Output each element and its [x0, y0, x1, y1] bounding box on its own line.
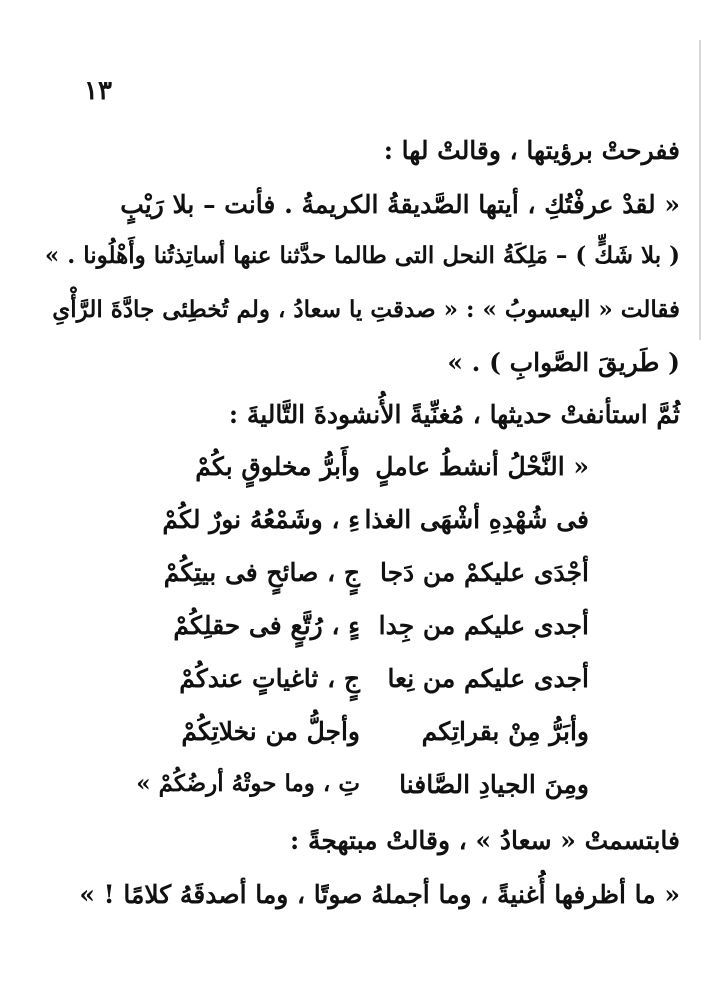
prose-line: ( بلا شَكٍّ ) – مَلِكَةُ النحل التى طالما حدَّثنا عنها أساتِذتُنا وأَهْلُونا . » [44, 242, 680, 269]
poem-hemistich-first: « النَّحْلُ أنشطُ عاملٍ [375, 452, 589, 481]
poem-hemistich-second: ءِ ، وشَمْعُهُ نورٌ لكُمْ [162, 505, 360, 534]
page-number: ١٣ [84, 76, 112, 106]
poem-hemistich-first: أجدى عليكم من نِعا [387, 664, 589, 693]
poem-hemistich-second: جٍ ، ثاغياتٍ عندكُمْ [179, 664, 360, 693]
prose-line: فقالت « اليعسوبُ » : « صدقتِ يا سعادُ ، ولم تُخطِئى جادَّةَ الرَّأْىِ [52, 296, 680, 323]
poem-hemistich-first: فى شُهْدِهِ أشْهَى الغذا [364, 505, 589, 534]
prose-line: « لقدْ عرفْتُكِ ، أيتها الصَّديقةُ الكريمةُ . فأنت – بلا رَيْبٍ [120, 190, 680, 219]
poem-hemistich-second: تِ ، وما حوتْهُ أرضُكُمْ » [136, 770, 360, 797]
poem-hemistich-first: وأبَرُّ مِنْ بقراتِكم [421, 717, 589, 746]
poem-hemistich-second: وأَبرُّ مخلوقٍ بكُمْ [195, 452, 360, 481]
prose-line: ففرحتْ برؤيتها ، وقالتْ لها : [383, 136, 680, 165]
poem-hemistich-second: ءٍ ، رُتَّعٍ فى حقلِكُمْ [173, 611, 360, 640]
prose-line: ( طَريقَ الصَّوابِ ) . » [447, 348, 680, 377]
poem-hemistich-second: جٍ ، صائحٍ فى بيتِكُمْ [163, 558, 360, 587]
prose-line: ثُمَّ استأنفتْ حديثها ، مُغنِّيةً الأُنشودةَ التَّاليةَ : [228, 400, 680, 429]
prose-line: فابتسمتْ « سعادُ » ، وقالتْ مبتهجةً : [290, 826, 680, 855]
poem-hemistich-second: وأجلُّ من نخلاتِكُمْ [181, 717, 360, 746]
poem-hemistich-first: ومِنَ الجيادِ الصَّافنا [399, 770, 589, 799]
poem-hemistich-first: أجدى عليكم من جِدا [378, 611, 589, 640]
poem-hemistich-first: أجْدَى عليكمْ من دَجا [379, 558, 589, 587]
prose-line: « ما أظرفها أُغنيةً ، وما أجملهُ صوتًا ، وما أصدقَهُ كلامًا ! » [79, 880, 680, 909]
page-edge-shadow [699, 40, 701, 340]
